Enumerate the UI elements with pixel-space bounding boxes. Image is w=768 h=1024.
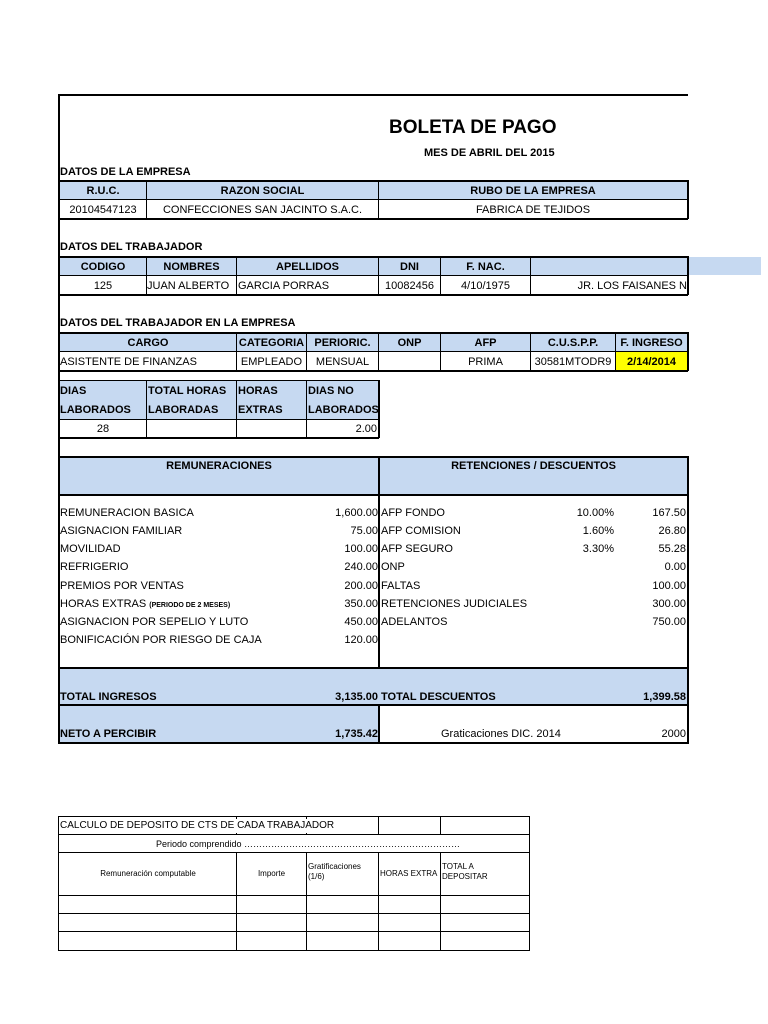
cts-line-1 [58, 816, 530, 817]
dias-line-3 [58, 437, 379, 439]
header-dias-laborados-1: DIAS [60, 385, 87, 397]
value-direccion: JR. LOS FAISANES N [577, 280, 687, 292]
header-retenciones: RETENCIONES / DESCUENTOS [451, 460, 616, 472]
gratificaciones-label: Graticaciones DIC. 2014 [441, 728, 561, 740]
section-label-trabajador: DATOS DEL TRABAJADOR [60, 241, 203, 253]
cts-vline-t3 [378, 816, 379, 835]
remun-label: ASIGNACION POR SEPELIO Y LUTO [60, 616, 249, 628]
header-perioric: PERIORIC. [314, 337, 371, 349]
value-categoria: EMPLEADO [240, 356, 303, 368]
remun-vline-right [687, 456, 689, 744]
total-ingresos-value: 3,135.00 [335, 691, 378, 703]
remun-label: MOVILIDAD [60, 543, 121, 555]
remun-value: 350.00 [344, 598, 378, 610]
cts-header-remuneracion: Remuneración computable [100, 869, 196, 878]
value-razon-social: CONFECCIONES SAN JACINTO S.A.C. [162, 204, 363, 216]
dias-line-1 [58, 380, 379, 381]
header-dias-no-2: LABORADOS [308, 404, 379, 416]
neto-value: 1,735.42 [335, 728, 378, 740]
reten-pct: 1.60% [582, 525, 614, 537]
reten-label: ONP [381, 561, 405, 573]
reten-value: 0.00 [664, 561, 686, 573]
dias-vline-2 [236, 380, 237, 438]
remun-label-text: HORAS EXTRAS [60, 598, 147, 610]
cts-vline-right [529, 816, 530, 951]
trabajador-line-3 [58, 294, 688, 296]
header-dias-no-1: DIAS NO [308, 385, 354, 397]
header-cargo: CARGO [127, 337, 169, 349]
header-dias-laborados-2: LABORADOS [60, 404, 131, 416]
remun-label: REMUNERACION BASICA [60, 507, 194, 519]
value-cuspp: 30581MTODR9 [534, 356, 612, 368]
reten-label: AFP SEGURO [381, 543, 453, 555]
dias-line-2 [58, 419, 379, 420]
cts-header-total: TOTAL A DEPOSITAR [442, 862, 488, 881]
reten-label: FALTAS [381, 580, 421, 592]
header-total-horas-2: LABORADAS [148, 404, 219, 416]
reten-value: 167.50 [652, 507, 686, 519]
section-label-empresa-trabajador: DATOS DEL TRABAJADOR EN LA EMPRESA [60, 317, 296, 329]
value-rubro: FABRICA DE TEJIDOS [475, 204, 591, 216]
total-descuentos-value: 1,399.58 [643, 691, 686, 703]
neto-line-bottom [58, 742, 688, 744]
cts-line-6 [58, 931, 530, 932]
value-dni: 10082456 [385, 280, 434, 292]
header-dni: DNI [400, 261, 419, 273]
header-total-horas-1: TOTAL HORAS [148, 385, 227, 397]
reten-value: 55.28 [658, 543, 686, 555]
header-f-ingreso: F. INGRESO [620, 337, 683, 349]
empresa-line-2 [58, 199, 688, 200]
header-categoria: CATEGORIA [238, 337, 305, 349]
reten-value: 300.00 [652, 598, 686, 610]
cts-vline-t4 [440, 816, 441, 835]
remun-label: REFRIGERIO [60, 561, 129, 573]
frame-top [58, 94, 688, 96]
remun-line-top [58, 456, 688, 458]
value-dias-laborados: 28 [96, 423, 110, 435]
reten-label: ADELANTOS [381, 616, 448, 628]
header-cuspp: C.U.S.P.P. [547, 337, 599, 349]
remun-label: ASIGNACION FAMILIAR [60, 525, 183, 537]
emptrab-vline-7 [687, 332, 689, 371]
remun-line-header [58, 494, 688, 496]
reten-pct: 10.00% [576, 507, 614, 519]
header-rubro: RUBO DE LA EMPRESA [470, 185, 596, 197]
header-horas-extras-1: HORAS [238, 385, 278, 397]
cts-header-horas-extra: HORAS EXTRA [380, 869, 438, 878]
cts-header-importe: Importe [257, 869, 286, 878]
total-ingresos-label: TOTAL INGRESOS [60, 691, 157, 703]
remun-value: 100.00 [344, 543, 378, 555]
cts-vline-left [58, 816, 59, 951]
remun-value: 450.00 [344, 616, 378, 628]
trabajador-vline-6 [687, 256, 689, 295]
header-f-nac: F. NAC. [466, 261, 505, 273]
emptrab-line-2 [58, 351, 688, 352]
value-f-ingreso: 2/14/2014 [627, 356, 676, 368]
document-title: BOLETA DE PAGO [389, 117, 557, 138]
document-subtitle: MES DE ABRIL DEL 2015 [424, 147, 555, 159]
cts-vline-3 [378, 852, 379, 951]
remun-label [60, 597, 230, 613]
reten-pct: 3.30% [582, 543, 614, 555]
dias-vline-1 [146, 380, 147, 438]
remun-value: 1,600.00 [335, 507, 378, 519]
cts-line-3 [58, 852, 530, 853]
remun-value: 120.00 [344, 634, 378, 646]
reten-label: RETENCIONES JUDICIALES [381, 598, 528, 610]
cts-header-gratificaciones: Gratificaciones (1/6) [308, 862, 361, 881]
cts-line-4 [58, 895, 530, 896]
header-remuneraciones: REMUNERACIONES [166, 460, 272, 472]
header-nombres: NOMBRES [163, 261, 220, 273]
reten-value: 750.00 [652, 616, 686, 628]
value-nombres: JUAN ALBERTO [147, 280, 230, 292]
value-afp: PRIMA [468, 356, 503, 368]
gratificaciones-value: 2000 [661, 728, 686, 740]
reten-value: 26.80 [658, 525, 686, 537]
remun-value: 75.00 [350, 525, 378, 537]
empresa-line-3 [58, 218, 688, 220]
trabajador-overflow-bg [689, 257, 761, 275]
cts-line-2 [58, 834, 530, 835]
header-afp: AFP [474, 337, 497, 349]
neto-label: NETO A PERCIBIR [60, 728, 157, 740]
empresa-vline-3 [687, 180, 689, 219]
header-horas-extras-2: EXTRAS [238, 404, 283, 416]
reten-label: AFP FONDO [381, 507, 445, 519]
remun-value: 200.00 [344, 580, 378, 592]
value-dias-no-laborados: 2.00 [355, 423, 377, 435]
empresa-line-1 [58, 180, 688, 182]
remun-label-note: (PERIODO DE 2 MESES) [149, 602, 231, 609]
header-razon-social: RAZON SOCIAL [220, 185, 305, 197]
header-onp: ONP [397, 337, 422, 349]
emptrab-line-3 [58, 370, 688, 372]
reten-label: AFP COMISION [381, 525, 461, 537]
remun-value: 240.00 [344, 561, 378, 573]
trabajador-line-1 [58, 256, 688, 258]
value-perioric: MENSUAL [315, 356, 370, 368]
remun-label: PREMIOS POR VENTAS [60, 580, 184, 592]
total-descuentos-label: TOTAL DESCUENTOS [381, 691, 496, 703]
remun-label: BONIFICACIÓN POR RIESGO DE CAJA [60, 634, 262, 646]
cts-vline-4 [440, 852, 441, 951]
header-ruc: R.U.C. [86, 185, 120, 197]
header-codigo: CODIGO [80, 261, 126, 273]
value-codigo: 125 [93, 280, 113, 292]
cts-period: Periodo comprendido ……………………………………………………………… [156, 839, 461, 849]
cts-line-5 [58, 913, 530, 914]
value-apellidos: GARCIA PORRAS [238, 280, 330, 292]
header-apellidos: APELLIDOS [276, 261, 339, 273]
cts-title: CALCULO DE DEPOSITO DE CTS DE CADA TRABAJADOR [60, 820, 335, 831]
value-ruc: 20104547123 [69, 204, 137, 216]
value-f-nac: 4/10/1975 [461, 280, 510, 292]
reten-value: 100.00 [652, 580, 686, 592]
emptrab-line-1 [58, 332, 688, 334]
trabajador-line-2 [58, 275, 688, 276]
section-label-empresa: DATOS DE LA EMPRESA [60, 166, 191, 178]
value-cargo: ASISTENTE DE FINANZAS [60, 356, 197, 368]
cts-line-7 [58, 950, 530, 951]
cts-vline-2 [306, 852, 307, 951]
